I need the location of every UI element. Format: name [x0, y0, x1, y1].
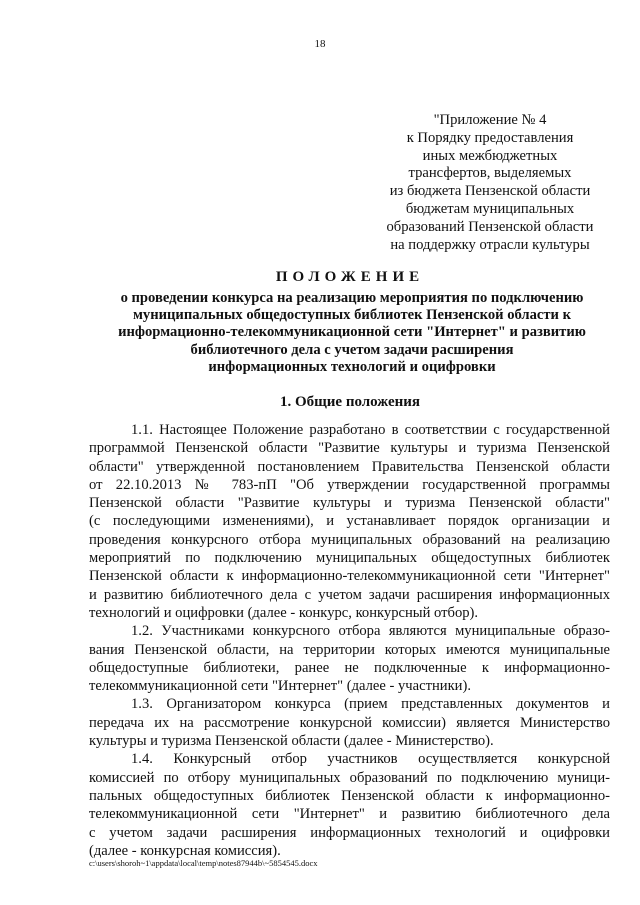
paragraph-line: проведения конкурсного отбора муниципальных образований на реализацию	[89, 531, 610, 548]
subtitle-line: информационных технологий и оцифровки	[208, 358, 496, 375]
paragraph-1-4	[89, 750, 610, 860]
paragraph-line: с учетом задачи расширения информационных технологий и оцифровки	[89, 824, 610, 841]
paragraph-line: культуры и туризма Пензенской области (далее - Министерство).	[89, 733, 494, 750]
appendix-line: бюджетам муниципальных	[405, 200, 575, 217]
paragraph-line: комиссией по отбору муниципальных образований по подключению муници-	[89, 769, 610, 786]
document-subtitle	[92, 290, 612, 376]
paragraph-line: программой Пензенской области "Развитие культуры и туризма Пензенской	[89, 440, 610, 457]
paragraph-line: вания Пензенской области, на территории которых имеются муниципальные	[89, 641, 610, 658]
appendix-line: к Порядку предоставления	[406, 129, 574, 146]
appendix-line: "Приложение № 4	[433, 112, 547, 128]
paragraph-1-2	[89, 622, 610, 695]
footer-file-path: c:\users\shoroh~1\appdata\local\temp\notes87944b\~5854545.docx	[89, 858, 318, 868]
paragraph-line: 1.4. Конкурсный отбор участников осуществляется конкурсной	[131, 751, 610, 768]
subtitle-line: информационно-телекоммуникационной сети "Интернет" и развитию	[118, 324, 586, 341]
subtitle-line: библиотечного дела с учетом задачи расширения	[190, 341, 514, 358]
appendix-line: на поддержку отрасли культуры	[390, 236, 590, 253]
subtitle-line: муниципальных общедоступных библиотек Пензенской области к	[132, 307, 572, 324]
paragraph-line: Пензенской области "Развитие культуры и туризма Пензенской области"	[89, 495, 610, 512]
paragraph-line: (с последующими изменениями), и устанавливает порядок организации и	[89, 513, 610, 530]
document-body	[89, 421, 610, 860]
paragraph-line: 1.3. Организатором конкурса (прием представленных документов и	[131, 696, 610, 713]
paragraph-line: 1.1. Настоящее Положение разработано в соответствии с государственной	[131, 422, 610, 438]
paragraph-line: области" утвержденной постановлением Правительства Пензенской области	[89, 458, 610, 475]
paragraph-line: и развитию библиотечного дела с учетом задачи расширения информационных	[89, 586, 610, 603]
appendix-line: из бюджета Пензенской области	[389, 183, 591, 200]
paragraph-line: пальных общедоступных библиотек Пензенской области к информационно-	[89, 787, 610, 804]
appendix-line: трансфертов, выделяемых	[408, 165, 572, 182]
paragraph-1-3	[89, 695, 610, 750]
paragraph-line: телекоммуникационной сети "Интернет" и развитию библиотечного дела	[89, 806, 610, 823]
paragraph-line: телекоммуникационной сети "Интернет" (далее - участники).	[89, 678, 471, 695]
paragraph-1-1	[89, 421, 610, 622]
appendix-line: иных межбюджетных	[422, 147, 558, 164]
paragraph-line: мероприятий по подключению муниципальных общедоступных библиотек	[89, 550, 610, 567]
paragraph-line: общедоступные библиотеки, ранее не подключенные к информационно-	[89, 659, 610, 676]
paragraph-line: Пензенской области к информационно-телекоммуникационной сети "Интернет"	[89, 568, 610, 585]
paragraph-line: от 22.10.2013 № 783-пП "Об утверждении государственной программы	[89, 476, 610, 493]
appendix-header	[360, 112, 620, 254]
paragraph-line: технологий и оцифровки (далее - конкурс, конкурсный отбор).	[89, 604, 479, 621]
paragraph-line: 1.2. Участниками конкурсного отбора являются муниципальные образо-	[131, 623, 610, 640]
paragraph-line: (далее - конкурсная комиссия).	[89, 842, 281, 859]
paragraph-line: передача их на рассмотрение конкурсной комиссии) является Министерство	[89, 714, 610, 731]
document-title: ПОЛОЖЕНИЕ	[275, 269, 425, 285]
subtitle-line: о проведении конкурса на реализацию мероприятия по подключению	[120, 290, 584, 306]
appendix-line: образований Пензенской области	[386, 218, 594, 235]
page-number: 18	[314, 38, 326, 50]
section-heading: 1. Общие положения	[279, 394, 421, 410]
